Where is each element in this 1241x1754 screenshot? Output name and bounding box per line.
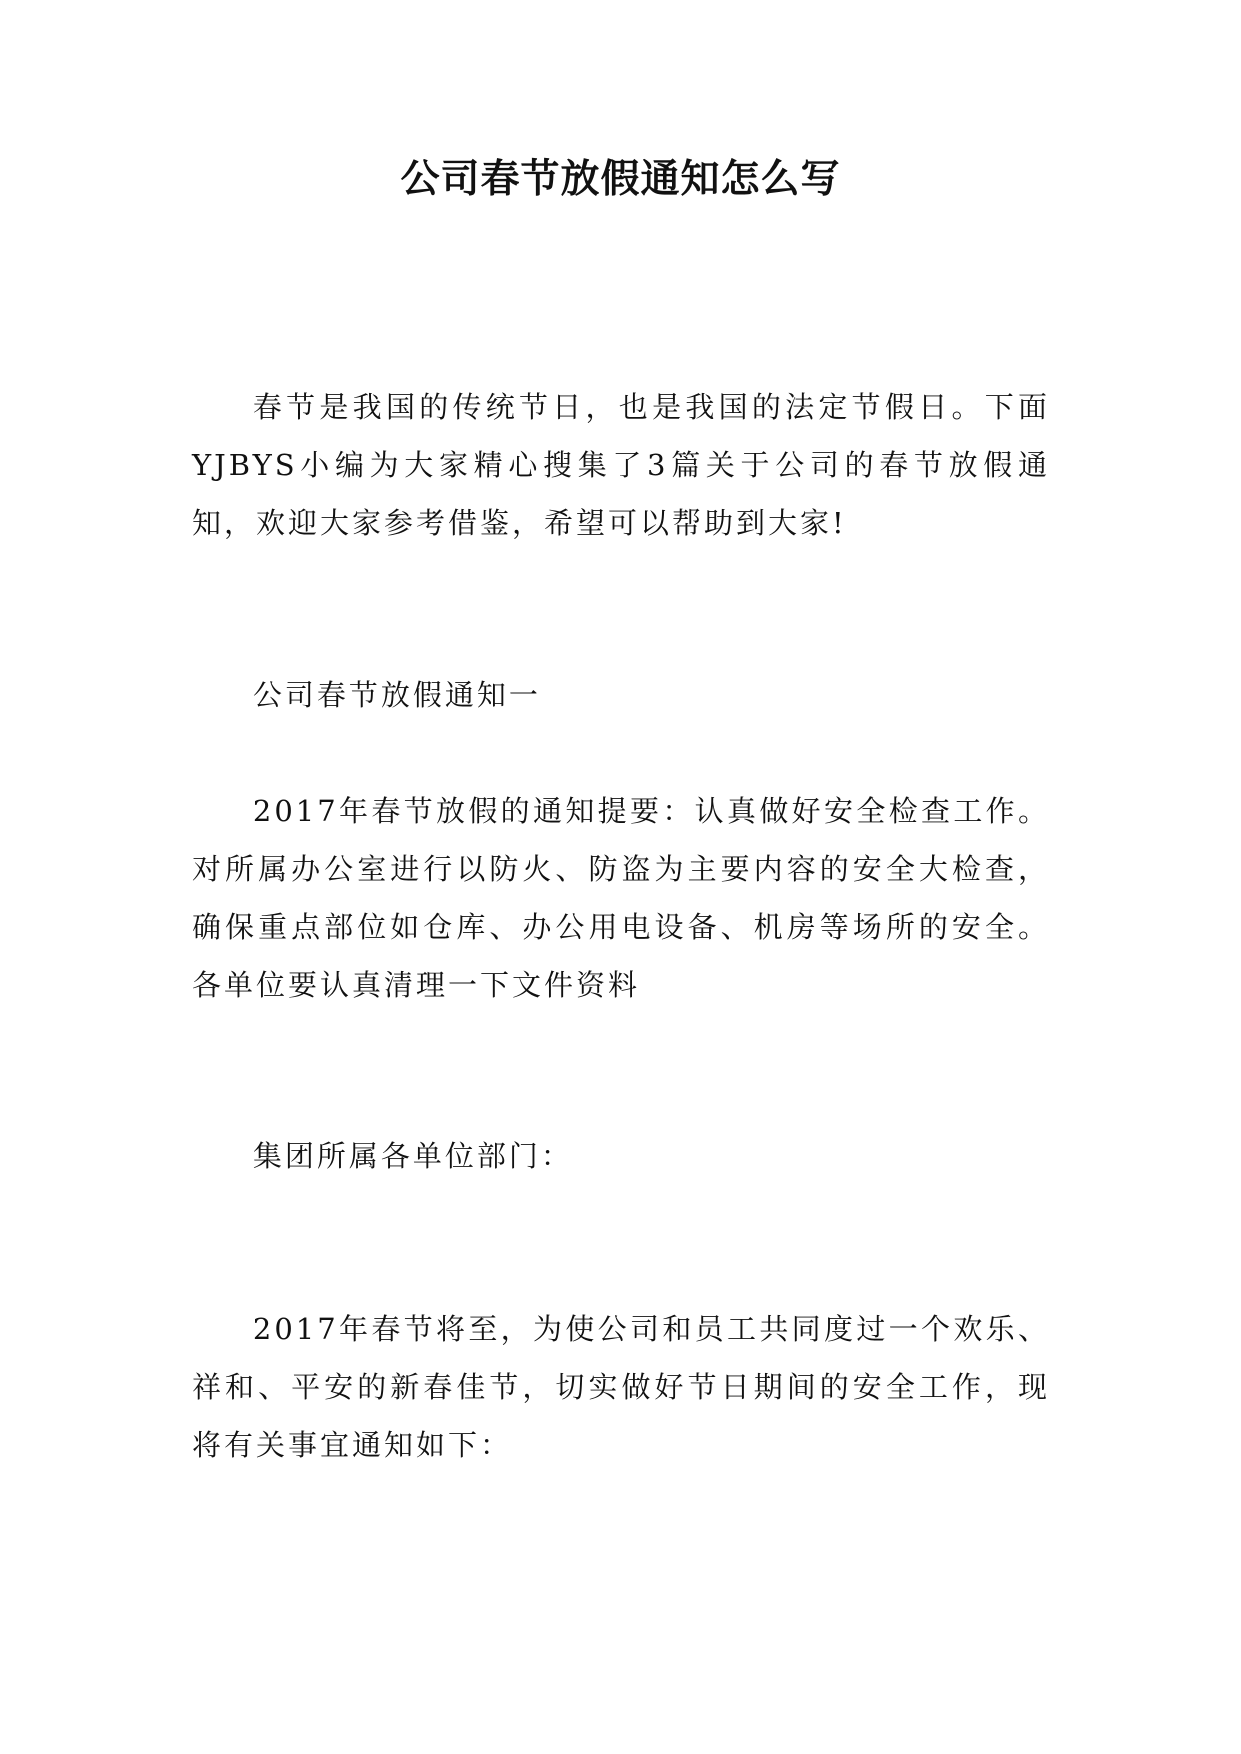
intro-paragraph: 春节是我国的传统节日，也是我国的法定节假日。下面YJBYS小编为大家精心搜集了3篇关于公司的春节放假通知，欢迎大家参考借鉴，希望可以帮助到大家! (192, 390, 1050, 540)
body-paragraph: 2017年春节将至，为使公司和员工共同度过一个欢乐、祥和、平安的新春佳节，切实做好节日期间的安全工作，现将有关事宜通知如下： (192, 1312, 1050, 1462)
document-title: 公司春节放假通知怎么写 (400, 157, 841, 202)
summary-paragraph: 2017年春节放假的通知提要：认真做好安全检查工作。对所属办公室进行以防火、防盗为主要内容的安全大检查，确保重点部位如仓库、办公用电设备、机房等场所的安全。各单位要认真清理一下文件资料 (192, 794, 1050, 1002)
recipient-line: 集团所属各单位部门： (252, 1139, 573, 1173)
section-heading: 公司春节放假通知一 (252, 678, 541, 712)
